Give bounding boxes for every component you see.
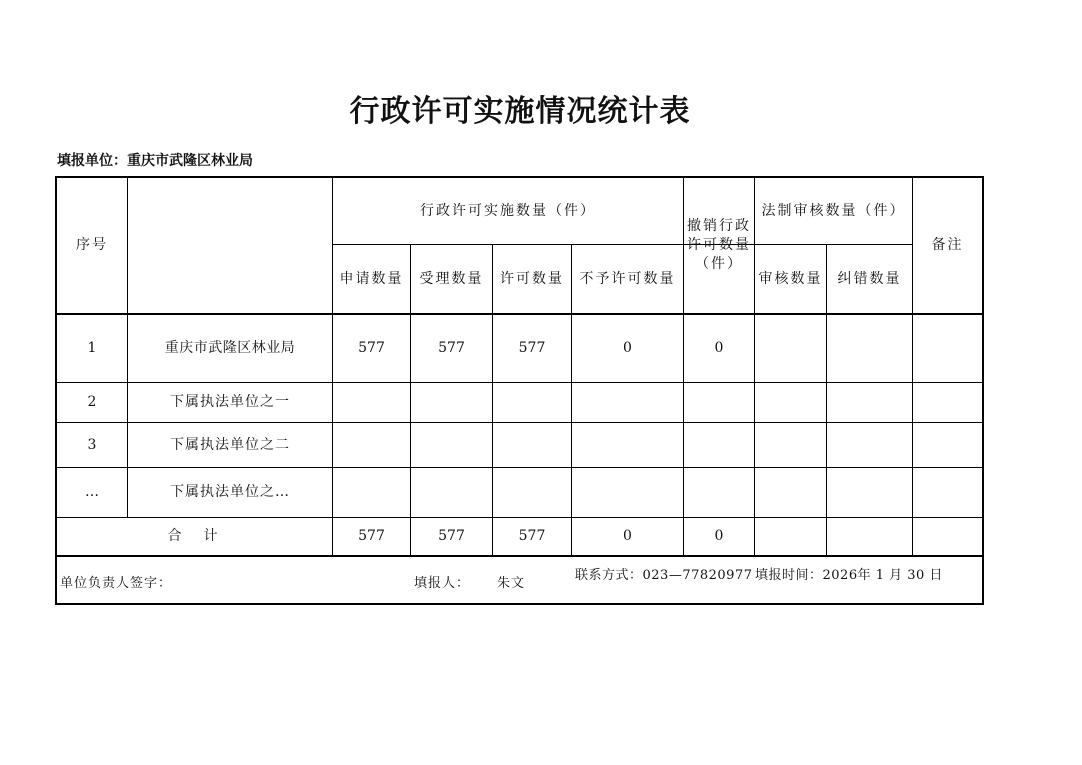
row-4-remarks (913, 468, 982, 517)
row-3-apply (333, 423, 410, 467)
header-revoke-line1: 撤销行政 (687, 218, 751, 235)
total-review (755, 518, 826, 555)
header-legal-group: 法制审核数量（件） (761, 202, 906, 219)
header-review: 审核数量 (758, 270, 823, 287)
row-2-remarks (913, 383, 982, 422)
footer-filler-label: 填报人： (414, 576, 471, 591)
header-revoke-line2: 许可数量 (687, 237, 751, 254)
total-deny: 0 (623, 528, 632, 545)
total-permit: 577 (518, 528, 546, 545)
footer-fill-time: 填报时间：2026年 1 月 30 日 (755, 568, 943, 583)
footer-signature: 单位负责人签字： (60, 576, 173, 591)
row-2-apply (333, 383, 410, 422)
row-4-review (755, 468, 826, 517)
footer-contact: 联系方式：023—77820977 (575, 568, 753, 583)
filing-unit: 填报单位：重庆市武隆区林业局 (57, 153, 253, 169)
row-4-deny (572, 468, 683, 517)
row-4-accept (411, 468, 492, 517)
total-remarks (913, 518, 982, 555)
page-title: 行政许可实施情况统计表 (349, 94, 691, 129)
row-1-revoke: 0 (714, 340, 724, 357)
row-3-permit (493, 423, 571, 467)
header-revoke-line3: （件） (695, 255, 743, 272)
rule-total (57, 555, 982, 557)
header-remarks: 备注 (931, 237, 964, 254)
total-correct (827, 518, 912, 555)
row-1-remarks (913, 315, 982, 382)
header-seq: 序号 (76, 237, 108, 254)
row-1-apply: 577 (358, 340, 385, 357)
header-implementation-group: 行政许可实施数量（件） (420, 202, 596, 219)
row-3-seq: 3 (87, 436, 97, 453)
total-revoke: 0 (714, 528, 724, 545)
row-2-name: 下属执法单位之一 (170, 394, 290, 411)
row-4-name: 下属执法单位之… (170, 484, 290, 501)
statistics-table (55, 176, 984, 605)
total-label: 合 计 (167, 528, 222, 545)
header-accept: 受理数量 (419, 270, 484, 287)
row-4-apply (333, 468, 410, 517)
row-2-deny (572, 383, 683, 422)
row-3-revoke (684, 423, 754, 467)
row-3-review (755, 423, 826, 467)
header-deny: 不予许可数量 (579, 270, 676, 287)
row-1-seq: 1 (87, 340, 97, 357)
header-apply: 申请数量 (339, 270, 404, 287)
row-3-remarks (913, 423, 982, 467)
row-1-name: 重庆市武隆区林业局 (164, 340, 296, 357)
row-2-revoke (684, 383, 754, 422)
row-3-deny (572, 423, 683, 467)
row-4-seq: … (85, 484, 99, 501)
row-3-accept (411, 423, 492, 467)
row-4-correct (827, 468, 912, 517)
row-1-accept: 577 (438, 340, 465, 357)
row-2-seq: 2 (87, 394, 97, 411)
row-4-revoke (684, 468, 754, 517)
row-2-permit (493, 383, 571, 422)
row-3-name: 下属执法单位之二 (170, 436, 290, 453)
row-1-permit: 577 (518, 340, 546, 357)
footer-filler-name: 朱文 (497, 576, 526, 591)
total-accept: 577 (438, 528, 465, 545)
row-4-permit (493, 468, 571, 517)
row-2-correct (827, 383, 912, 422)
row-1-deny: 0 (623, 340, 632, 357)
header-correct: 纠错数量 (837, 270, 902, 287)
row-1-correct (827, 315, 912, 382)
row-2-accept (411, 383, 492, 422)
header-revoke (684, 178, 754, 313)
row-2-review (755, 383, 826, 422)
total-apply: 577 (358, 528, 385, 545)
row-3-correct (827, 423, 912, 467)
row-1-review (755, 315, 826, 382)
header-permit: 许可数量 (500, 270, 564, 287)
